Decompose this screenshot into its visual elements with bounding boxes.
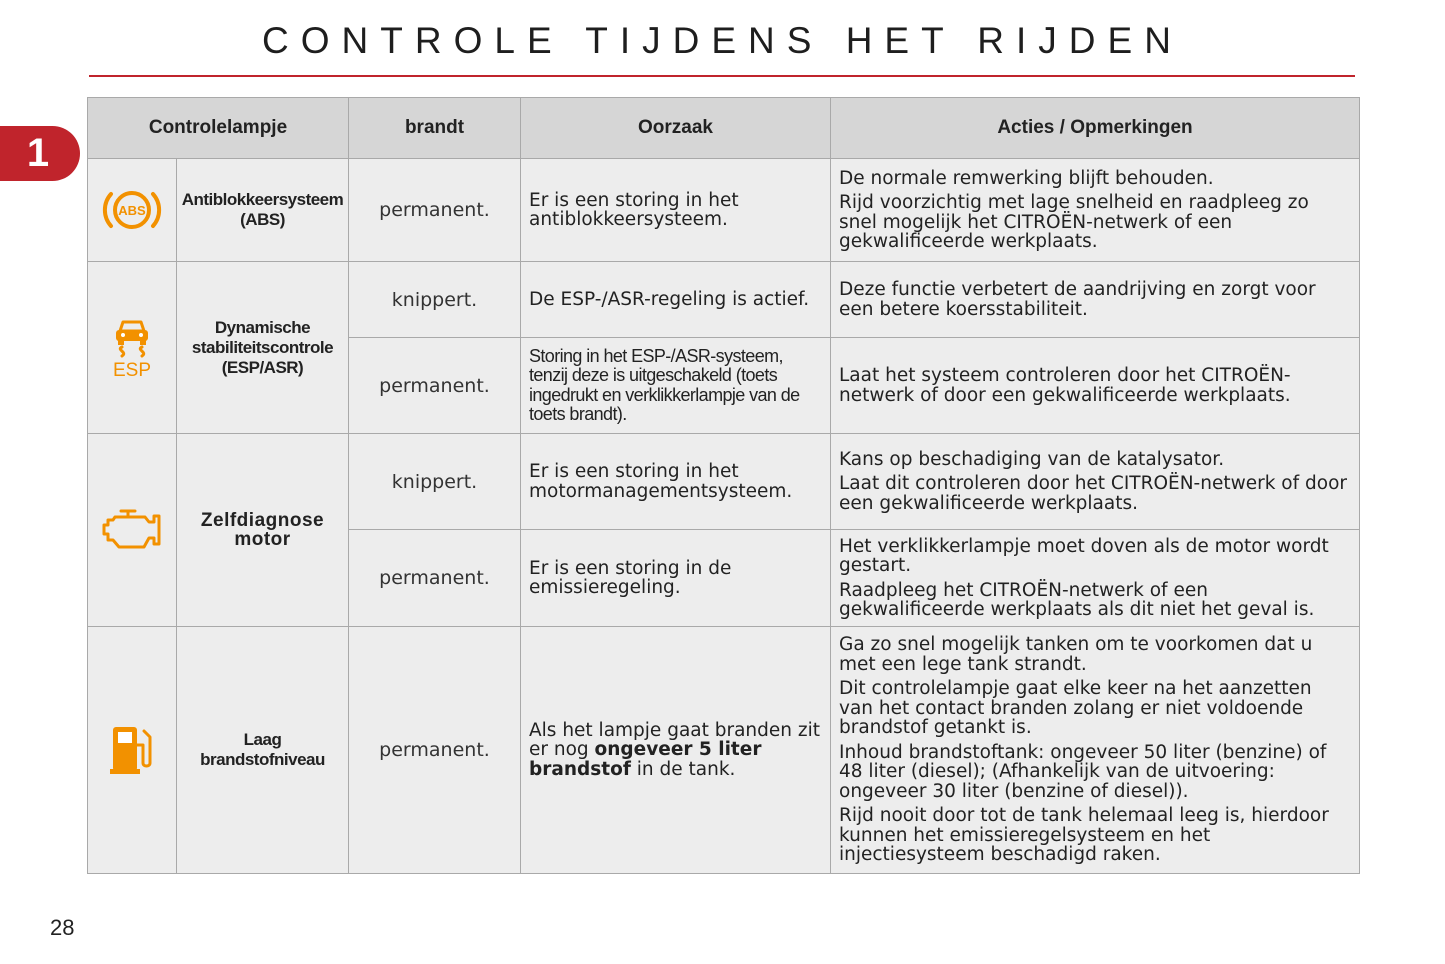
lamp-cause: De ESP-/ASR-regeling is actief. xyxy=(521,262,831,338)
abs-warning-icon xyxy=(101,185,163,235)
engine-icon-cell xyxy=(88,434,177,627)
page-title: CONTROLE TIJDENS HET RIJDEN xyxy=(262,20,1183,61)
table-header-row xyxy=(88,98,1360,159)
table-row xyxy=(88,262,1360,338)
lamp-cause: Storing in het ESP-/ASR-systeem, tenzij deze is uitgeschakeld (toets ingedrukt en verklikkerlampje van de toets brandt). xyxy=(521,338,831,434)
lamp-state: knippert. xyxy=(349,262,521,338)
lamp-name: Antiblokkeersysteem (ABS) xyxy=(177,159,349,262)
lamp-cause: Er is een storing in het antiblokkeersysteem. xyxy=(521,159,831,262)
lamp-state: permanent. xyxy=(349,159,521,262)
esp-skidding-car-icon xyxy=(110,317,154,379)
abs-icon-cell xyxy=(88,159,177,262)
lamp-state: permanent. xyxy=(349,338,521,434)
lamp-actions: De normale remwerking blijft behouden. Rijd voorzichtig met lage snelheid en raadpleeg zo snel mogelijk het CITROËN-netwerk of een gekwalificeerde werkplaats. xyxy=(831,159,1360,262)
header-cause: Oorzaak xyxy=(521,98,831,159)
title-divider xyxy=(89,75,1355,77)
fuel-icon-cell xyxy=(88,627,177,874)
table-row xyxy=(88,627,1360,874)
lamp-cause: Als het lampje gaat branden zit er nog ongeveer 5 liter brandstof in de tank. xyxy=(521,627,831,874)
chapter-tab: 1 xyxy=(0,126,80,181)
table-row xyxy=(88,434,1360,530)
table-row xyxy=(88,159,1360,262)
header-lamp: Controlelampje xyxy=(88,98,349,159)
lamp-state: permanent. xyxy=(349,530,521,627)
lamp-cause: Er is een storing in de emissieregeling. xyxy=(521,530,831,627)
header-state: brandt xyxy=(349,98,521,159)
lamp-name: Dynamische stabiliteitscontrole (ESP/ASR) xyxy=(177,262,349,434)
fuel-pump-icon xyxy=(109,723,155,777)
header-actions: Acties / Opmerkingen xyxy=(831,98,1360,159)
svg-text:ABS: ABS xyxy=(118,203,146,218)
warning-lamps-table xyxy=(87,97,1360,874)
lamp-actions: Laat het systeem controleren door het CITROËN-netwerk of door een gekwalificeerde werkplaats. xyxy=(831,338,1360,434)
lamp-actions: Ga zo snel mogelijk tanken om te voorkomen dat u met een lege tank strandt. Dit controlelampje gaat elke keer na het aanzetten van het contact branden zolang er niet voldoende brandstof getankt is. Inhoud brandstoftank: ongeveer 50 liter (benzine) of 48 liter (diesel); (Afhankelijk van de uitvoering: ongeveer 30 liter (benzine of diesel)). Rijd nooit door tot de tank helemaal leeg is, hierdoor kunnen het emissieregelsysteem en het injectiesysteem beschadigd raken. xyxy=(831,627,1360,874)
lamp-name: Zelfdiagnose motor xyxy=(177,434,349,627)
lamp-state: permanent. xyxy=(349,627,521,874)
lamp-state: knippert. xyxy=(349,434,521,530)
lamp-actions: Het verklikkerlampje moet doven als de motor wordt gestart. Raadpleeg het CITROËN-netwerk of een gekwalificeerde werkplaats als dit niet het geval is. xyxy=(831,530,1360,627)
svg-text:ESP: ESP xyxy=(112,359,152,379)
lamp-name: Laag brandstofniveau xyxy=(177,627,349,874)
page-number: 28 xyxy=(50,915,75,940)
esp-icon-cell xyxy=(88,262,177,434)
lamp-actions: Kans op beschadiging van de katalysator. Laat dit controleren door het CITROËN-netwerk of door een gekwalificeerde werkplaats. xyxy=(831,434,1360,530)
lamp-actions: Deze functie verbetert de aandrijving en zorgt voor een betere koersstabiliteit. xyxy=(831,262,1360,338)
engine-check-icon xyxy=(101,507,163,553)
lamp-cause: Er is een storing in het motormanagementsysteem. xyxy=(521,434,831,530)
